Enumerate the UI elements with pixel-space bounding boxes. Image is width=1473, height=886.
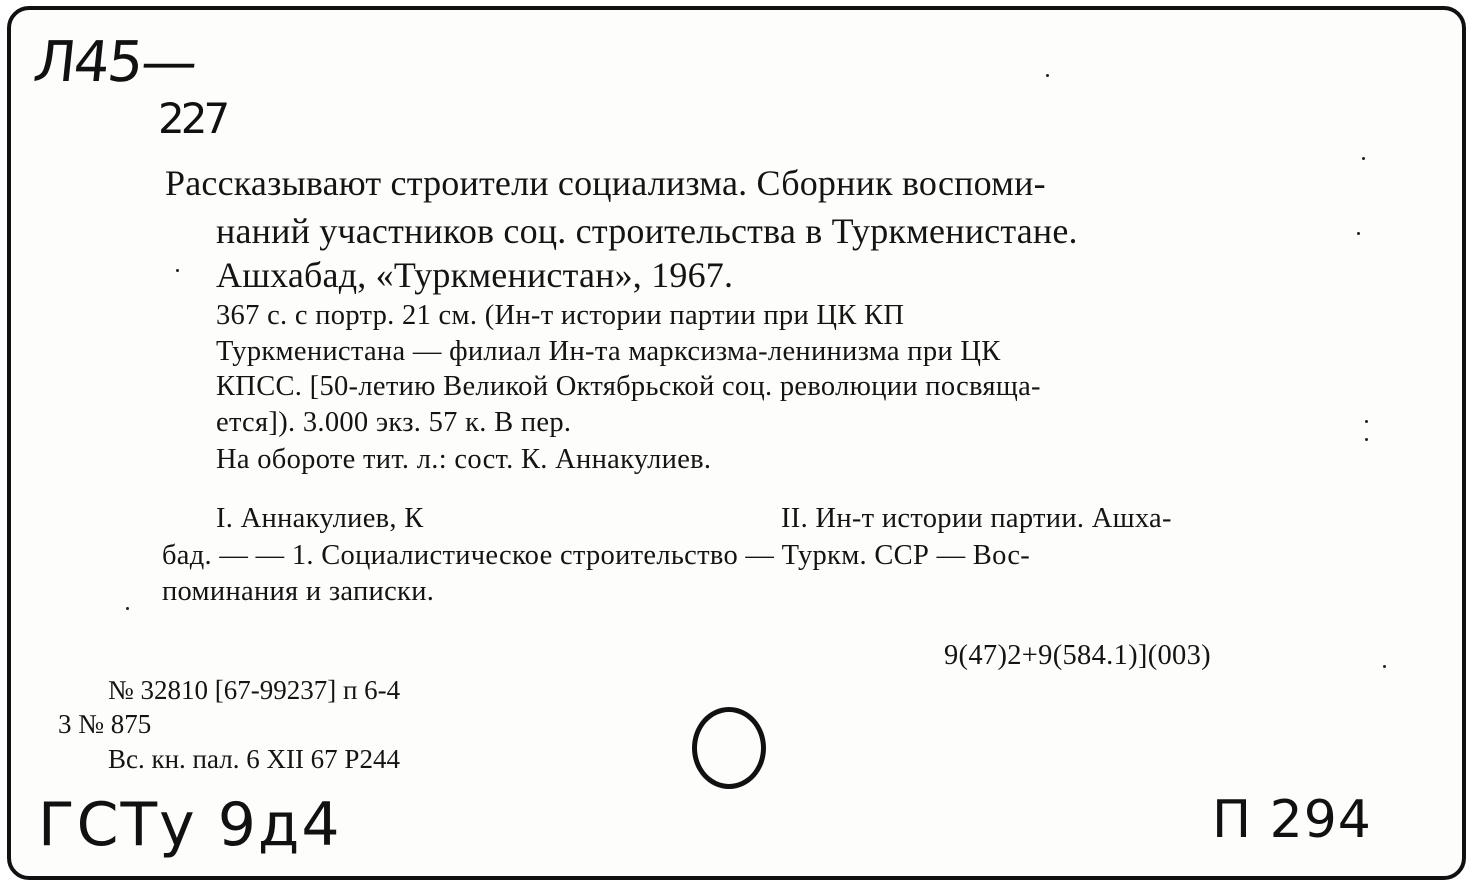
handwritten-bottom-right: П 294 bbox=[1212, 790, 1372, 850]
handwritten-bottom-left: ГСТу 9д4 bbox=[38, 790, 342, 860]
scan-speck bbox=[1383, 665, 1386, 668]
tracing-line-2: бад. — — 1. Социалистическое строительство — Туркм. ССР — Вос- bbox=[162, 540, 1031, 571]
title-line-3: Ашхабад, «Туркменистан», 1967. bbox=[216, 255, 734, 295]
scan-speck bbox=[1357, 232, 1360, 235]
record-line-2: 3 № 875 bbox=[58, 709, 152, 739]
title-line-1: Рассказывают строители социализма. Сборник воспоми- bbox=[165, 163, 1046, 203]
scan-speck bbox=[1362, 157, 1365, 160]
scan-speck bbox=[126, 607, 129, 610]
description-line-4: ется]). 3.000 экз. 57 к. В пер. bbox=[216, 407, 572, 438]
record-line-3: Вс. кн. пал. 6 XII 67 Р244 bbox=[108, 744, 400, 774]
scan-speck bbox=[1365, 438, 1368, 441]
scan-speck bbox=[176, 269, 179, 272]
handwritten-shelfmark-top: Л45— bbox=[30, 30, 199, 95]
scan-speck bbox=[1365, 420, 1368, 423]
description-line-2: Туркменистана — филиал Ин-та марксизма-ленинизма при ЦК bbox=[216, 336, 1001, 367]
record-line-1: № 32810 [67-99237] п 6-4 bbox=[108, 675, 401, 705]
handwritten-shelfmark-bottom: 227 bbox=[158, 94, 227, 143]
description-line-3: КПСС. [50-летию Великой Октябрьской соц. революции посвяща- bbox=[216, 371, 1041, 402]
scan-speck bbox=[1046, 74, 1049, 77]
tracing-line-3: поминания и записки. bbox=[162, 576, 435, 607]
note-line: На обороте тит. л.: сост. К. Аннакулиев. bbox=[216, 444, 712, 475]
title-line-2: наний участников соц. строительства в Туркменистане. bbox=[216, 211, 1078, 251]
card-punch-hole bbox=[692, 707, 766, 789]
classification-code: 9(47)2+9(584.1)](003) bbox=[944, 640, 1211, 671]
description-line-1: 367 с. с портр. 21 см. (Ин-т истории партии при ЦК КП bbox=[216, 300, 905, 331]
tracing-line-1-right: II. Ин-т истории партии. Ашха- bbox=[781, 503, 1172, 534]
tracing-line-1-left: I. Аннакулиев, К bbox=[216, 503, 424, 534]
